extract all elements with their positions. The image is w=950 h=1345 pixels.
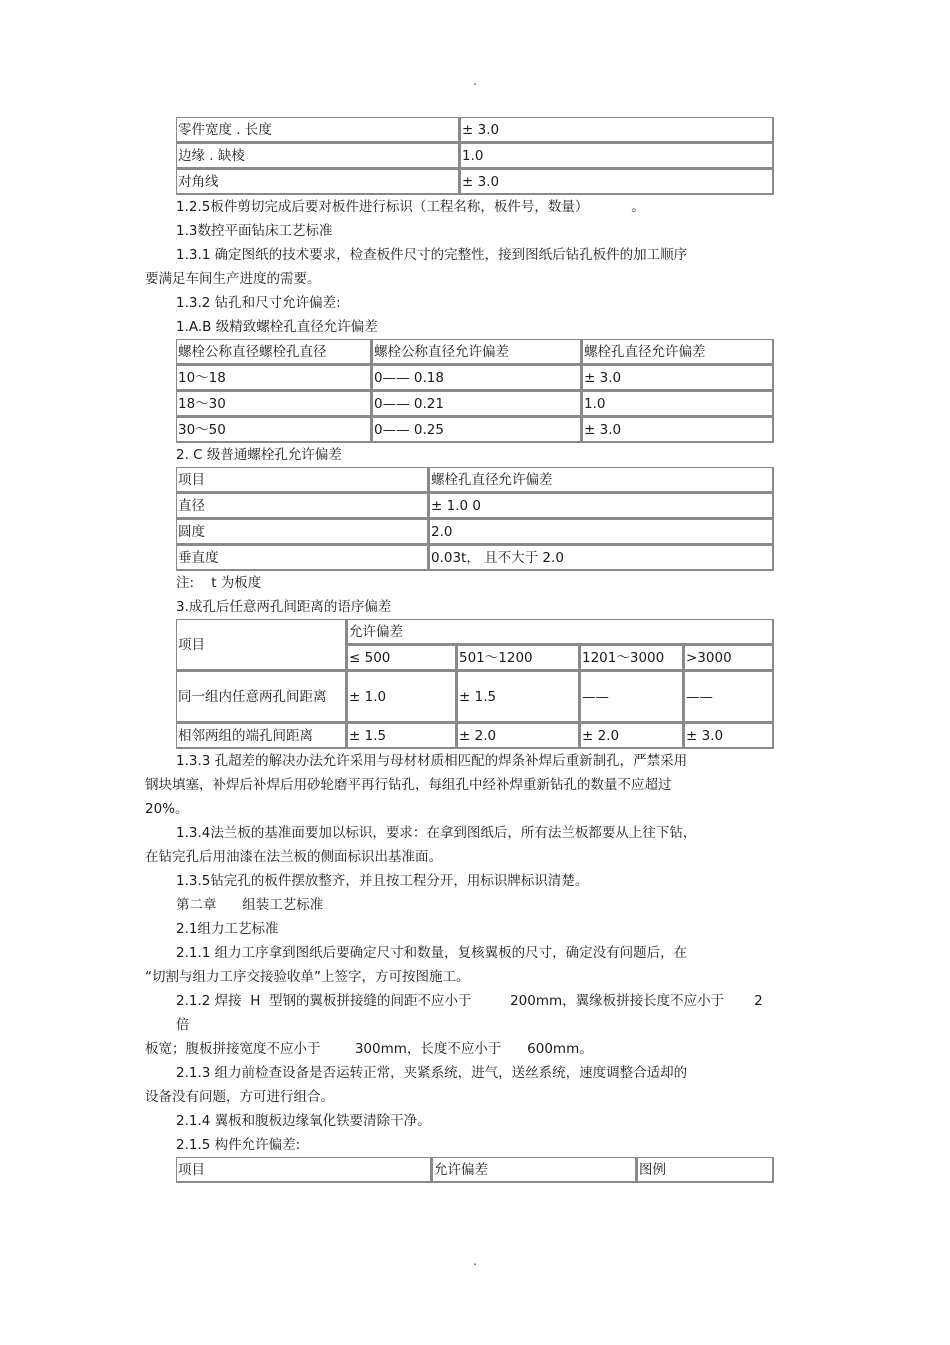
table-cell: ± 3.0 [460, 169, 774, 195]
table-row [176, 545, 774, 571]
table-header-row [176, 339, 774, 365]
column-header: 允许偏差 [432, 1157, 637, 1183]
table-cell: —— [580, 671, 684, 723]
table-row [176, 417, 774, 443]
ab-bolt-hole-table [176, 339, 774, 443]
table-header-row [176, 467, 774, 493]
column-group-header: 允许偏差 [347, 619, 774, 645]
chapter-heading: 第二章 组装工艺标准 [176, 897, 324, 913]
table-row [176, 169, 774, 195]
table-cell: ± 3.0 [684, 723, 774, 749]
paragraph: 3.成孔后任意两孔间距离的语序偏差 [176, 599, 392, 615]
table-cell: 2.0 [429, 519, 774, 545]
paragraph: 在钻完孔后用油漆在法兰板的侧面标识出基准面。 [145, 849, 442, 865]
paragraph: 2. C 级普通螺栓孔允许偏差 [176, 447, 342, 463]
column-header: 螺栓公称直径螺栓孔直径 [176, 339, 372, 365]
table-row [176, 723, 774, 749]
table-cell: 边缘 . 缺棱 [176, 143, 460, 169]
paragraph: 1.3.2 钻孔和尺寸允许偏差: [176, 295, 341, 311]
column-header: 1201～3000 [580, 645, 684, 671]
column-header: 螺栓孔直径允许偏差 [429, 467, 774, 493]
table-cell: ± 3.0 [582, 417, 774, 443]
table-cell: 1.0 [460, 143, 774, 169]
table-cell: ± 1.0 [347, 671, 457, 723]
document-body [145, 117, 775, 1183]
column-header: 项目 [176, 619, 347, 671]
paragraph: 2.1.5 构件允许偏差: [176, 1137, 301, 1153]
note: 注: t 为板度 [176, 575, 262, 591]
paragraph: 2.1.2 焊接 H 型钢的翼板拼接缝的间距不应小于 200mm，翼缘板拼接长度不应小于 2 倍 [176, 993, 768, 1033]
table-cell: ± 3.0 [460, 117, 774, 143]
table-row [176, 391, 774, 417]
table-cell: 30～50 [176, 417, 372, 443]
column-header: 501～1200 [457, 645, 580, 671]
paragraph: 设备没有问题，方可进行组合。 [145, 1089, 334, 1105]
column-header: 项目 [176, 467, 429, 493]
table-cell: —— [684, 671, 774, 723]
table-header-row [176, 619, 774, 645]
row-label: 相邻两组的端孔间距离 [176, 723, 347, 749]
paragraph: 2.1.3 组力前检查设备是否运转正常，夹紧系统，进气，送丝系统，速度调整合适却的 [176, 1065, 688, 1081]
table-cell: 0—— 0.21 [372, 391, 582, 417]
table-row [176, 493, 774, 519]
paragraph: 1.3.1 确定图纸的技术要求，检查板件尺寸的完整性，接到图纸后钻孔板件的加工顺序 [176, 247, 688, 263]
table-cell: ± 1.5 [457, 671, 580, 723]
table-row [176, 519, 774, 545]
table-cell: 10～18 [176, 365, 372, 391]
paragraph: “切割与组力工序交接验收单”上签字，方可按图施工。 [145, 969, 470, 985]
page-mark-top: . [473, 74, 477, 88]
column-header: 图例 [637, 1157, 774, 1183]
row-label: 同一组内任意两孔间距离 [176, 671, 347, 723]
table-cell: 直径 [176, 493, 429, 519]
component-tolerance-table [176, 1157, 774, 1183]
section-heading: 1.3数控平面钻床工艺标准 [176, 223, 333, 239]
table-cell: ± 3.0 [582, 365, 774, 391]
column-header: ≤ 500 [347, 645, 457, 671]
table-header-row [176, 1157, 774, 1183]
table-cell: 圆度 [176, 519, 429, 545]
table-cell: 0—— 0.18 [372, 365, 582, 391]
table-cell: 0—— 0.25 [372, 417, 582, 443]
table-cell: 对角线 [176, 169, 460, 195]
table-cell: ± 2.0 [457, 723, 580, 749]
paragraph: 1.2.5板件剪切完成后要对板件进行标识（工程名称，板件号，数量） 。 [176, 199, 645, 215]
table-cell: ± 2.0 [580, 723, 684, 749]
table-cell: 垂直度 [176, 545, 429, 571]
sheet-tolerance-table [176, 117, 774, 195]
table-cell: 0.03t， 且不大于 2.0 [429, 545, 774, 571]
paragraph: 1.3.3 孔超差的解决办法允许采用与母材材质相匹配的焊条补焊后重新制孔，严禁采用 [176, 753, 688, 769]
page-mark-bottom: . [473, 1254, 477, 1268]
column-header: >3000 [684, 645, 774, 671]
paragraph: 20%。 [145, 801, 189, 817]
paragraph: 钢块填塞，补焊后补焊后用砂轮磨平再行钻孔，每组孔中经补焊重新钻孔的数量不应超过 [145, 777, 672, 793]
table-cell: 18～30 [176, 391, 372, 417]
paragraph: 2.1.4 翼板和腹板边缘氧化铁要清除干净。 [176, 1113, 431, 1129]
paragraph: 2.1.1 组力工序拿到图纸后要确定尺寸和数量，复核翼板的尺寸，确定没有问题后，在 [176, 945, 688, 961]
paragraph: 1.A.B 级精致螺栓孔直径允许偏差 [176, 319, 378, 335]
c-bolt-hole-table [176, 467, 774, 571]
table-cell: ± 1.5 [347, 723, 457, 749]
paragraph: 1.3.5钻完孔的板件摆放整齐，并且按工程分开，用标识牌标识清楚。 [176, 873, 589, 889]
section-heading: 2.1组力工艺标准 [176, 921, 279, 937]
table-row [176, 671, 774, 723]
column-header: 螺栓孔直径允许偏差 [582, 339, 774, 365]
column-header: 项目 [176, 1157, 432, 1183]
paragraph: 要满足车间生产进度的需要。 [145, 271, 321, 287]
column-header: 螺栓公称直径允许偏差 [372, 339, 582, 365]
table-cell: 1.0 [582, 391, 774, 417]
paragraph: 1.3.4法兰板的基准面要加以标识，要求：在拿到图纸后，所有法兰板都要从上往下钻， [176, 825, 697, 841]
table-row [176, 365, 774, 391]
table-cell: 零件宽度 . 长度 [176, 117, 460, 143]
table-cell: ± 1.0 0 [429, 493, 774, 519]
hole-spacing-table [176, 619, 774, 749]
paragraph: 板宽；腹板拼接宽度不应小于 300mm，长度不应小于 600mm。 [145, 1041, 593, 1057]
table-row [176, 143, 774, 169]
table-row [176, 117, 774, 143]
